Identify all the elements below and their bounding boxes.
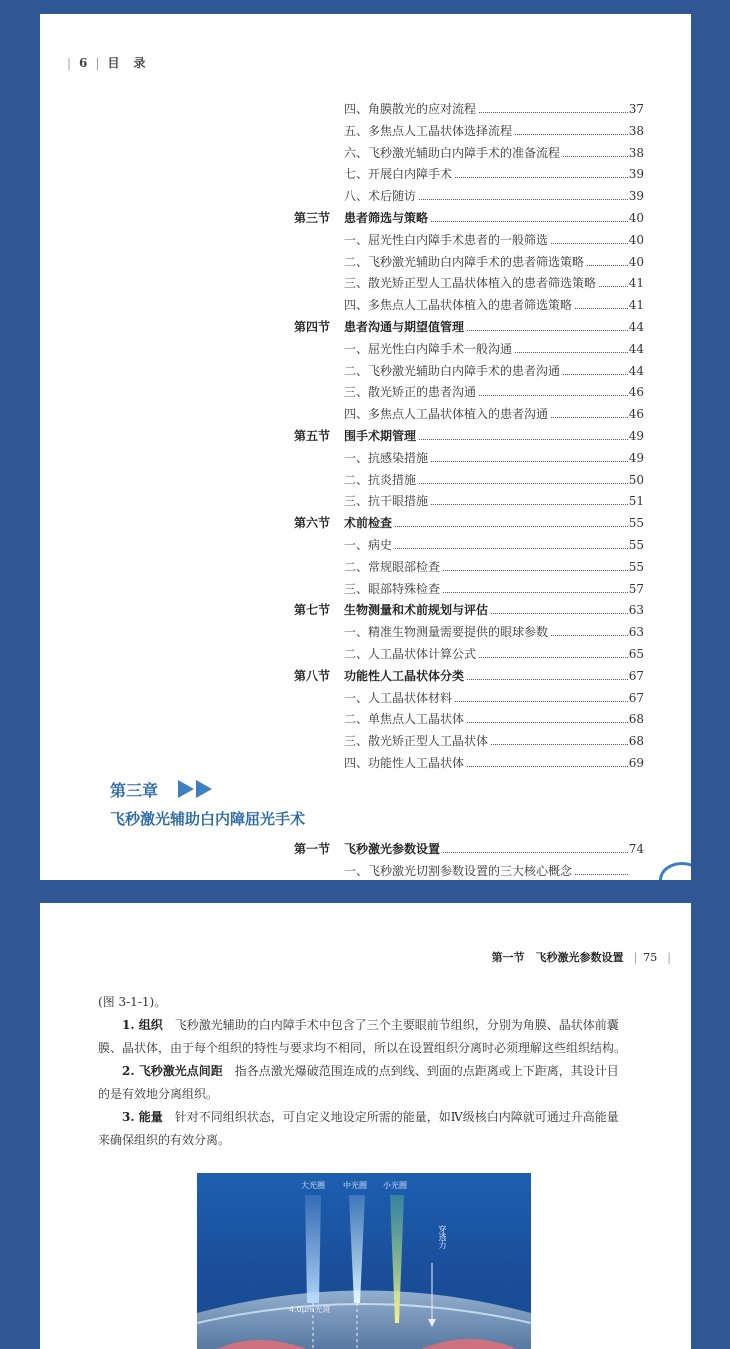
toc-section-number: 第六节 (294, 516, 331, 531)
paragraph (98, 1060, 628, 1106)
toc-page-number: 49 (628, 426, 644, 448)
toc-page-number: 49 (628, 448, 644, 470)
toc-page (40, 14, 691, 880)
paragraph-text: 指各点激光爆破范围连成的点到线、到面的点距离或上下距离，其设计目的是有效地分离组织。 (98, 1064, 619, 1101)
toc-title: 功能性人工晶状体分类 (344, 666, 466, 688)
paragraph (98, 991, 628, 1014)
toc-title: 三、眼部特殊检查 (344, 579, 442, 601)
toc-title: 一、抗感染措施 (344, 448, 430, 470)
toc-entry-row (294, 99, 644, 121)
toc-title: 一、飞秒激光切割参数设置的三大核心概念 (344, 861, 574, 880)
toc-page-number: 40 (628, 208, 644, 230)
header-divider: | (633, 951, 638, 964)
toc-section-row (294, 666, 644, 688)
toc-entry-row (294, 491, 644, 513)
toc-page-number: 55 (628, 535, 644, 557)
toc-title: 三、散光矫正型人工晶状体 (344, 731, 490, 753)
toc-entry-row (294, 709, 644, 731)
toc-page-number: 39 (628, 164, 644, 186)
chapter-table-of-contents (294, 839, 644, 880)
penetration-label: 穿透力 (438, 1225, 447, 1249)
paragraph (98, 1106, 628, 1152)
header-title: 目 录 (107, 56, 147, 70)
toc-page-number: 44 (628, 317, 644, 339)
toc-page-number: 68 (628, 731, 644, 753)
corner-decoration (659, 862, 691, 880)
toc-title: 术前检查 (344, 513, 394, 535)
toc-title: 患者筛选与策略 (344, 208, 430, 230)
page-number: 6 (79, 56, 89, 70)
toc-page-number: 67 (628, 688, 644, 710)
toc-entry-row (294, 186, 644, 208)
toc-title: 二、飞秒激光辅助白内障手术的患者沟通 (344, 361, 562, 383)
toc-page-number: 51 (628, 491, 644, 513)
toc-entry-row (294, 339, 644, 361)
toc-page-number: 39 (628, 186, 644, 208)
page-header (492, 949, 677, 965)
toc-title: 五、多焦点人工晶状体选择流程 (344, 121, 514, 143)
toc-page-number: 74 (628, 839, 644, 861)
medium-aperture-label: 中光圈 (343, 1181, 367, 1190)
toc-title: 二、常规眼部检查 (344, 557, 442, 579)
toc-entry-row (294, 622, 644, 644)
toc-section-number: 第五节 (294, 428, 331, 443)
paragraph-text: 飞秒激光辅助的白内障手术中包含了三个主要眼前节组织，分别为角膜、晶状体前囊膜、晶状体，由于每个组织的特性与要求均不相同，所以在设置组织分离时必须理解这些组织结构。 (98, 1018, 627, 1055)
toc-title: 三、散光矫正型人工晶状体植入的患者筛选策略 (344, 273, 598, 295)
toc-title: 六、飞秒激光辅助白内障手术的准备流程 (344, 143, 562, 165)
header-divider: | (667, 951, 671, 964)
toc-title: 一、病史 (344, 535, 394, 557)
toc-entry-row (294, 121, 644, 143)
toc-page-number: 44 (628, 339, 644, 361)
toc-title: 三、散光矫正的患者沟通 (344, 382, 478, 404)
toc-section-row (294, 208, 644, 230)
toc-page-number: 44 (628, 361, 644, 383)
toc-entry-row (294, 252, 644, 274)
toc-page-number: 38 (628, 143, 644, 165)
toc-entry-row (294, 382, 644, 404)
toc-page-number: 63 (628, 600, 644, 622)
content-page (40, 903, 691, 1349)
toc-section-row (294, 839, 644, 861)
toc-entry-row (294, 361, 644, 383)
toc-entry-row (294, 731, 644, 753)
toc-title: 二、飞秒激光辅助白内障手术的患者筛选策略 (344, 252, 586, 274)
toc-section-number: 第七节 (294, 603, 331, 618)
toc-entry-row (294, 688, 644, 710)
toc-entry-row (294, 753, 644, 775)
paragraph-lead: 1. 组织 (122, 1018, 163, 1032)
large-aperture-label: 大光圈 (301, 1181, 325, 1190)
toc-section-row (294, 426, 644, 448)
toc-entry-row (294, 535, 644, 557)
large-aperture-beam (305, 1195, 321, 1303)
toc-page-number: 55 (628, 557, 644, 579)
toc-page-number: 69 (628, 753, 644, 775)
paragraph (98, 1014, 628, 1060)
laser-aperture-figure (197, 1173, 531, 1349)
header-divider: | (95, 56, 101, 70)
paragraph-lead: 3. 能量 (122, 1110, 163, 1124)
chapter-title: 飞秒激光辅助白内障屈光手术 (110, 810, 306, 828)
toc-title: 七、开展白内障手术 (344, 164, 454, 186)
toc-section-row (294, 317, 644, 339)
toc-title: 二、抗炎措施 (344, 470, 418, 492)
toc-page-number: 55 (628, 513, 644, 535)
toc-entry-row (294, 295, 644, 317)
toc-page-number: 50 (628, 470, 644, 492)
toc-title: 一、人工晶状体材料 (344, 688, 454, 710)
toc-title: 四、多焦点人工晶状体植入的患者沟通 (344, 404, 550, 426)
toc-title: 生物测量和术前规划与评估 (344, 600, 490, 622)
toc-section-row (294, 513, 644, 535)
toc-title: 八、术后随访 (344, 186, 418, 208)
double-arrow-icon (178, 780, 218, 798)
toc-section-number: 第三节 (294, 210, 331, 225)
toc-entry-row (294, 861, 644, 880)
toc-page-number: 63 (628, 622, 644, 644)
toc-title: 二、人工晶状体计算公式 (344, 644, 478, 666)
toc-entry-row (294, 404, 644, 426)
page-number: 75 (643, 951, 658, 964)
paragraph-text: (图 3-1-1)。 (98, 995, 167, 1009)
page-header (60, 54, 146, 71)
toc-page-number: 68 (628, 709, 644, 731)
toc-page-number: 46 (628, 404, 644, 426)
eye-cross-section-illustration (197, 1173, 531, 1349)
toc-entry-row (294, 644, 644, 666)
toc-page-number: 38 (628, 121, 644, 143)
toc-section-row (294, 600, 644, 622)
toc-page-number: 65 (628, 644, 644, 666)
table-of-contents (294, 99, 644, 775)
toc-title: 一、精准生物测量需要提供的眼球参数 (344, 622, 550, 644)
toc-page-number: 41 (628, 295, 644, 317)
medium-aperture-beam (349, 1195, 365, 1303)
chapter-label: 第三章 (110, 781, 159, 800)
toc-page-number: 37 (628, 99, 644, 121)
toc-title: 飞秒激光参数设置 (344, 839, 442, 861)
toc-title: 四、角膜散光的应对流程 (344, 99, 478, 121)
running-section-title: 第一节 飞秒激光参数设置 (491, 951, 624, 964)
toc-entry-row (294, 164, 644, 186)
toc-entry-row (294, 448, 644, 470)
toc-title: 患者沟通与期望值管理 (344, 317, 466, 339)
toc-title: 三、抗干眼措施 (344, 491, 430, 513)
toc-page-number: 67 (628, 666, 644, 688)
toc-title: 四、功能性人工晶状体 (344, 753, 466, 775)
toc-section-number: 第一节 (294, 842, 331, 856)
toc-section-number: 第八节 (294, 668, 331, 683)
toc-page-number: 57 (628, 579, 644, 601)
spot-size-label: 4.0μm光斑 (289, 1305, 331, 1314)
toc-entry-row (294, 230, 644, 252)
toc-page-number: 46 (628, 382, 644, 404)
toc-title: 四、多焦点人工晶状体植入的患者筛选策略 (344, 295, 574, 317)
toc-title: 一、屈光性白内障手术一般沟通 (344, 339, 514, 361)
toc-page-number: 41 (628, 273, 644, 295)
toc-entry-row (294, 557, 644, 579)
toc-entry-row (294, 470, 644, 492)
toc-title: 一、屈光性白内障手术患者的一般筛选 (344, 230, 550, 252)
paragraph-text: 针对不同组织状态，可自定义地设定所需的能量，如Ⅳ级核白内障就可通过升高能量来确保组织的有效分离。 (98, 1110, 619, 1147)
small-aperture-label: 小光圈 (383, 1181, 407, 1190)
body-text (98, 991, 628, 1152)
toc-entry-row (294, 143, 644, 165)
toc-section-number: 第四节 (294, 319, 331, 334)
toc-entry-row (294, 579, 644, 601)
header-divider: | (67, 56, 73, 70)
paragraph-lead: 2. 飞秒激光点间距 (122, 1064, 223, 1078)
toc-title: 二、单焦点人工晶状体 (344, 709, 466, 731)
toc-page-number: 40 (628, 230, 644, 252)
toc-title: 围手术期管理 (344, 426, 418, 448)
toc-entry-row (294, 273, 644, 295)
toc-page-number: 40 (628, 252, 644, 274)
